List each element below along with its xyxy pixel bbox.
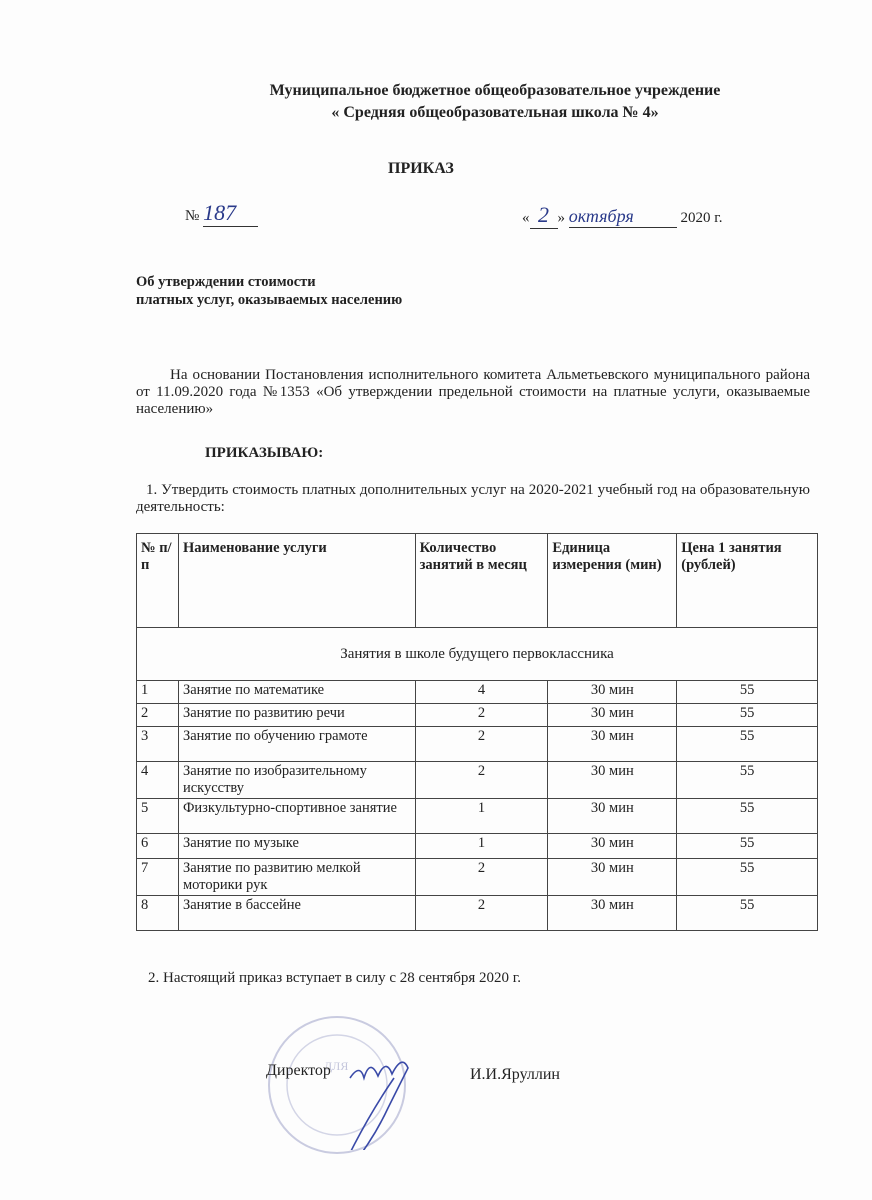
- sessions-per-month-cell: 2: [415, 704, 548, 727]
- command: ПРИКАЗЫВАЮ:: [205, 445, 324, 461]
- signature-name: И.И.Яруллин: [470, 1066, 560, 1083]
- organization-header: [200, 80, 790, 124]
- row-number-cell: 3: [137, 727, 179, 762]
- service-name-cell: Занятие по развитию мелкой моторики рук: [178, 859, 415, 896]
- service-name-cell: Занятие по изобразительному искусству: [178, 762, 415, 799]
- number-label: №: [185, 208, 200, 224]
- price-cell: 55: [677, 727, 818, 762]
- month-handwritten: октября: [569, 206, 677, 228]
- row-number-cell: 5: [137, 799, 179, 834]
- price-cell: 55: [677, 681, 818, 704]
- year: 2020 г.: [680, 210, 723, 226]
- sessions-per-month-cell: 2: [415, 762, 548, 799]
- sessions-per-month-cell: 2: [415, 727, 548, 762]
- row-number-cell: 1: [137, 681, 179, 704]
- price-cell: 55: [677, 762, 818, 799]
- service-name-cell: Физкультурно-спортивное занятие: [178, 799, 415, 834]
- section-title: Занятия в школе будущего первоклассника: [137, 628, 818, 681]
- table-header-row: [137, 534, 818, 628]
- subject-line: платных услуг, оказываемых населению: [136, 292, 403, 308]
- sessions-per-month-cell: 4: [415, 681, 548, 704]
- duration-cell: 30 мин: [548, 727, 677, 762]
- services-table: [136, 533, 818, 931]
- quote: »: [557, 210, 565, 226]
- column-header: № п/п: [137, 534, 179, 628]
- duration-cell: 30 мин: [548, 859, 677, 896]
- column-header: Цена 1 занятия (рублей): [677, 534, 818, 628]
- table-row: [137, 834, 818, 859]
- order-number: [185, 200, 258, 227]
- row-number-cell: 8: [137, 896, 179, 931]
- basis-paragraph: На основании Постановления исполнительного комитета Альметьевского муниципального района от 11.09.2020 года №1353 «Об утверждении предельной стоимости на платные услуги, оказываемые населению»: [136, 367, 810, 417]
- day-handwritten: 2: [530, 202, 558, 229]
- subject: [136, 273, 402, 309]
- row-number-cell: 7: [137, 859, 179, 896]
- table-row: [137, 704, 818, 727]
- column-header: Единица измерения (мин): [548, 534, 677, 628]
- price-cell: 55: [677, 704, 818, 727]
- section-row: [137, 628, 818, 681]
- item-1: 1. Утвердить стоимость платных дополнительных услуг на 2020-2021 учебный год на образовательную деятельность:: [136, 482, 810, 515]
- service-name-cell: Занятие по развитию речи: [178, 704, 415, 727]
- table-row: [137, 799, 818, 834]
- column-header: Наименование услуги: [178, 534, 415, 628]
- sessions-per-month-cell: 2: [415, 896, 548, 931]
- subject-line: Об утверждении стоимости: [136, 274, 316, 290]
- header-line: Муниципальное бюджетное общеобразовательное учреждение: [269, 82, 721, 99]
- price-cell: 55: [677, 896, 818, 931]
- price-cell: 55: [677, 859, 818, 896]
- sessions-per-month-cell: 2: [415, 859, 548, 896]
- order-date: [522, 202, 722, 229]
- item-2: 2. Настоящий приказ вступает в силу с 28 сентября 2020 г.: [148, 970, 522, 986]
- service-name-cell: Занятие в бассейне: [178, 896, 415, 931]
- row-number-cell: 4: [137, 762, 179, 799]
- row-number-cell: 2: [137, 704, 179, 727]
- service-name-cell: Занятие по обучению грамоте: [178, 727, 415, 762]
- table-row: [137, 896, 818, 931]
- duration-cell: 30 мин: [548, 704, 677, 727]
- header-line: « Средняя общеобразовательная школа № 4»: [331, 104, 659, 121]
- sessions-per-month-cell: 1: [415, 799, 548, 834]
- column-header: Количество занятий в месяц: [415, 534, 548, 628]
- duration-cell: 30 мин: [548, 681, 677, 704]
- table-row: [137, 727, 818, 762]
- table-row: [137, 681, 818, 704]
- duration-cell: 30 мин: [548, 896, 677, 931]
- duration-cell: 30 мин: [548, 799, 677, 834]
- service-name-cell: Занятие по музыке: [178, 834, 415, 859]
- sessions-per-month-cell: 1: [415, 834, 548, 859]
- row-number-cell: 6: [137, 834, 179, 859]
- order-number-handwritten: 187: [203, 200, 258, 227]
- duration-cell: 30 мин: [548, 762, 677, 799]
- svg-text:ДЛЯ: ДЛЯ: [324, 1059, 349, 1073]
- table-row: [137, 859, 818, 896]
- handwritten-signature: [330, 1030, 430, 1150]
- price-cell: 55: [677, 799, 818, 834]
- duration-cell: 30 мин: [548, 834, 677, 859]
- document-type: ПРИКАЗ: [388, 160, 454, 177]
- table-row: [137, 762, 818, 799]
- price-cell: 55: [677, 834, 818, 859]
- quote: «: [522, 210, 530, 226]
- signature-position: Директор: [266, 1062, 331, 1079]
- service-name-cell: Занятие по математике: [178, 681, 415, 704]
